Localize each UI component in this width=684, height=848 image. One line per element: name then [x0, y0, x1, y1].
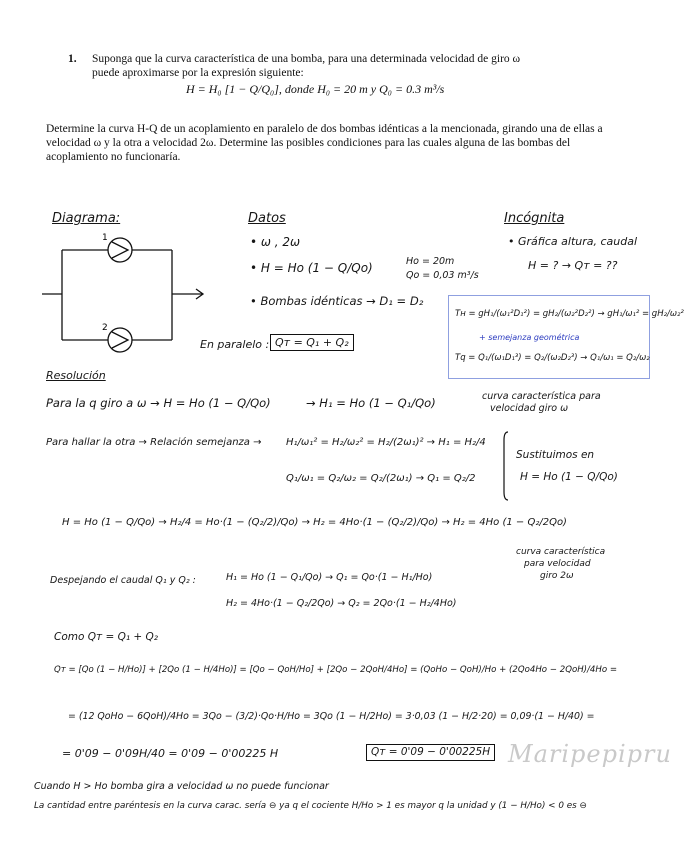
datos-title: Datos	[248, 211, 286, 226]
step-curve-omega: Para la q giro a ω → H = Ho (1 − Q/Qo)	[46, 396, 271, 410]
problem-statement	[68, 52, 588, 80]
incognita-graph: • Gráfica altura, caudal	[508, 235, 638, 248]
resolucion-title: Resolución	[46, 369, 106, 382]
datos-q0: Qo = 0,03 m³/s	[406, 270, 479, 281]
substitute-formula: H = Ho (1 − Q/Qo)	[520, 471, 618, 483]
conclusion-line-2: La cantidad entre paréntesis en la curva carac. sería ⊖ ya q el cociente H/Ho > 1 es mayor q la unidad y (1 − H/Ho) < 0 es ⊖	[34, 801, 587, 811]
final-result-box: Qᴛ = 0'09 − 0'00225H	[366, 744, 495, 761]
substitution-bracket	[502, 430, 512, 502]
incognita-title: Incógnita	[504, 211, 565, 226]
curve-2omega-note-2: para velocidad	[524, 559, 591, 569]
step-similarity-intro: Para hallar la otra → Relación semejanza →	[46, 437, 262, 448]
step-h1-note-2: velocidad giro ω	[490, 403, 569, 414]
step-qt-simplify: = (12 QoHo − 6QoH)/4Ho = 3Qo − (3/2)·Qo·H/Ho = 3Qo (1 − H/2Ho) = 3·0,03 (1 − H/2·20) = 0,09·(1 − H/40) =	[68, 711, 595, 722]
datos-speeds: • ω , 2ω	[250, 235, 301, 249]
problem-line-2: puede aproximarse por la expresión siguiente:	[92, 67, 304, 79]
step-h1-note-1: curva característica para	[482, 391, 601, 402]
substitute-label: Sustituimos en	[516, 449, 595, 461]
pump-2-label: 2	[102, 323, 108, 333]
conclusion-line-1: Cuando H > Ho bomba gira a velocidad ω no puede funcionar	[34, 781, 329, 792]
similarity-flow: Tq = Q₁/(ω₁D₁³) = Q₂/(ω₂D₂³) → Q₁/ω₁ = Q₂/ω₂	[455, 353, 650, 363]
step-q1: H₁ = Ho (1 − Q₁/Qo) → Q₁ = Qo·(1 − H₁/Ho)	[226, 572, 433, 583]
step-qt-final: = 0'09 − 0'09H/40 = 0'09 − 0'00225 H	[62, 747, 279, 760]
curve-2omega-note-1: curva característica	[516, 547, 606, 557]
similarity-box	[448, 295, 684, 379]
datos-curve: • H = Ho (1 − Q/Qo)	[250, 261, 373, 275]
pump-curve-equation: H = H₀ [1 − Q/Q₀], donde H₀ = 20 m y Q₀ = 0.3 m³/s	[186, 82, 445, 96]
problem-number: 1.	[68, 53, 77, 65]
similarity-head: Tн = gH₁/(ω₁²D₁²) = gH₂/(ω₂²D₂²) → gH₁/ω₁² = gH₂/ω₂²	[455, 309, 684, 319]
watermark: Maripepipru	[508, 740, 672, 768]
similarity-note: + semejanza geométrica	[479, 333, 580, 342]
problem-question: Determine la curva H-Q de un acoplamiento en paralelo de dos bombas idénticas a la mencionada, girando una de ellas a velocidad ω y la otra a velocidad 2ω. Determine las posibles condiciones para las cuales alguna de las bombas del acoplamiento no funcionaría.	[46, 123, 603, 163]
parallel-pump-diagram	[40, 232, 220, 362]
problem-line-1: Suponga que la curva característica de una bomba, para una determinada velocidad de giro ω	[92, 53, 521, 65]
step-como: Como Qᴛ = Q₁ + Q₂	[54, 631, 159, 643]
datos-identical-pumps: • Bombas idénticas → D₁ = D₂	[250, 294, 424, 308]
step-head-ratio: H₁/ω₁² = H₂/ω₂² = H₂/(2ω₁)² → H₁ = H₂/4	[286, 437, 486, 448]
pump-1-label: 1	[102, 233, 108, 243]
diagram-title: Diagrama:	[52, 211, 121, 226]
datos-h0: Ho = 20m	[406, 256, 455, 267]
step-h1: → H₁ = Ho (1 − Q₁/Qo)	[306, 396, 436, 410]
step-solve-flows: Despejando el caudal Q₁ y Q₂ :	[50, 575, 196, 586]
step-qt-expansion: Qᴛ = [Qo (1 − H/Ho)] + [2Qo (1 − H/4Ho)] = [Qo − QoH/Ho] + [2Qo − 2QoH/4Ho] = (QoHo − QoH)/Ho + (2Qo4Ho − 2QoH)/4Ho =	[54, 665, 618, 675]
parallel-flow-equation: Qᴛ = Q₁ + Q₂	[270, 334, 354, 351]
curve-2omega-note-3: giro 2ω	[540, 571, 574, 581]
step-flow-ratio: Q₁/ω₁ = Q₂/ω₂ = Q₂/(2ω₁) → Q₁ = Q₂/2	[286, 473, 476, 484]
step-curve-2omega: H = Ho (1 − Q/Qo) → H₂/4 = Ho·(1 − (Q₂/2)/Qo) → H₂ = 4Ho·(1 − (Q₂/2)/Qo) → H₂ = 4Ho (1 − Q₂/2Qo)	[62, 517, 567, 528]
step-q2: H₂ = 4Ho·(1 − Q₂/2Qo) → Q₂ = 2Qo·(1 − H₂/4Ho)	[226, 598, 457, 609]
incognita-unknowns: H = ? → Qᴛ = ??	[528, 259, 618, 272]
parallel-note: En paralelo :	[200, 338, 270, 351]
